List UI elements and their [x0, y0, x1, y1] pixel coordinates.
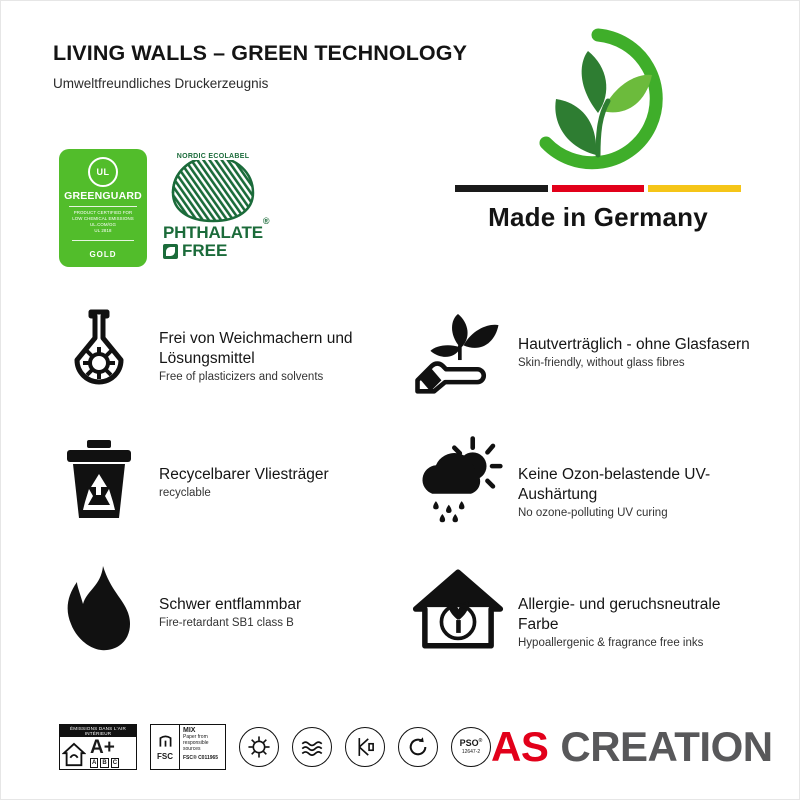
phthalate-label	[163, 216, 270, 243]
ul-mark-icon	[88, 157, 118, 187]
divider	[69, 206, 137, 207]
feature-label-en: No ozone-polluting UV curing	[518, 507, 668, 519]
emissions-grade: A+	[90, 737, 115, 758]
recycle-bin-icon	[53, 431, 145, 527]
indoor-air-emissions-label-icon	[59, 724, 137, 770]
greenguard-line1: PRODUCT CERTIFIED FOR	[73, 210, 133, 215]
greenguard-badge	[59, 149, 147, 267]
feature-item	[53, 561, 394, 691]
pso-label: PSO	[459, 738, 479, 748]
feature-item	[412, 301, 753, 431]
feature-label-en: Hypoallergenic & fragrance free inks	[518, 637, 704, 649]
flag-stripe-gold	[648, 185, 741, 192]
phthalate-free-badge	[161, 149, 269, 261]
greenguard-title: GREENGUARD	[64, 190, 142, 202]
flask-icon	[53, 301, 145, 397]
fsc-mark	[151, 725, 180, 769]
scale-b: B	[102, 760, 107, 766]
house-emission-icon	[60, 737, 88, 773]
feature-label-en: Fire-retardant SB1 class B	[159, 617, 294, 629]
nordic-ecolabel-icon	[165, 151, 261, 229]
fsc-mix: MIX	[183, 727, 196, 734]
feature-label-de: Allergie- und geruchsneutrale Farbe	[518, 596, 721, 633]
page-subtitle: Umweltfreundliches Druckerzeugnis	[53, 76, 269, 91]
feature-label-de: Hautverträglich - ohne Glasfasern	[518, 336, 750, 353]
fsc-code: FSC® C011965	[183, 755, 219, 761]
feature-grid	[53, 301, 753, 691]
made-in-germany-label: Made in Germany	[488, 202, 708, 232]
rotate-icon	[398, 727, 438, 767]
as-creation-logo	[491, 723, 773, 771]
phthalate-word: PHTHALATE	[163, 223, 263, 242]
green-leaf-logo-icon	[512, 27, 684, 177]
registered-mark: ®	[262, 216, 270, 227]
feature-item	[53, 301, 394, 431]
house-leaf-icon	[412, 561, 504, 657]
sun-cloud-rain-icon	[412, 431, 504, 527]
leaf-box-icon	[163, 244, 178, 259]
greenguard-level: GOLD	[89, 250, 117, 259]
feature-item	[53, 431, 394, 561]
divider	[72, 240, 134, 241]
flag-stripe-black	[455, 185, 548, 192]
scale-a: A	[92, 760, 97, 766]
greenguard-line4: UL 2818	[94, 228, 112, 233]
pso-icon	[451, 727, 491, 767]
fsc-text: FSC	[157, 752, 173, 761]
pso-registered: ®	[478, 738, 483, 744]
flame-icon	[53, 561, 145, 657]
emissions-scale	[88, 758, 136, 768]
gear-icon	[239, 727, 279, 767]
scale-c: C	[112, 760, 118, 766]
certification-badges	[59, 149, 269, 267]
pso-standard: 12647-2	[461, 749, 481, 755]
brand-as: AS	[491, 723, 549, 770]
brand-creation: CREATION	[560, 723, 773, 770]
hand-plant-icon	[412, 301, 504, 397]
header	[53, 41, 483, 91]
feature-label-de: Frei von Weichmachern und Lösungsmittel	[159, 330, 353, 367]
free-word: FREE	[182, 241, 228, 260]
emissions-caption: ÉMISSIONS DANS L'AIR INTÉRIEUR	[60, 725, 136, 737]
german-flag	[455, 185, 741, 192]
made-in-germany-block	[453, 27, 743, 233]
greenguard-line3: UL.COM/GG	[89, 222, 117, 227]
feature-label-de: Schwer entflammbar	[159, 596, 302, 613]
fsc-label-icon	[150, 724, 226, 770]
nordic-ecolabel-label: NORDIC ECOLABEL	[165, 153, 261, 160]
footer	[59, 723, 773, 771]
ul-mark-label: UL	[96, 167, 110, 177]
feature-label-en: Skin-friendly, without glass fibres	[518, 357, 685, 369]
page-title: LIVING WALLS – GREEN TECHNOLOGY	[53, 41, 468, 65]
feature-label-en: recyclable	[159, 487, 211, 499]
fsc-line2: responsible sources	[183, 740, 209, 752]
feature-item	[412, 431, 753, 561]
feature-label-de: Recycelbarer Vliesträger	[159, 466, 329, 483]
flag-stripe-red	[552, 185, 645, 192]
waves-icon	[292, 727, 332, 767]
feature-label-en: Free of plasticizers and solvents	[159, 371, 324, 383]
fsc-line1: Paper from	[183, 734, 208, 740]
phthalate-free-label	[163, 241, 269, 261]
footer-icon-row	[59, 724, 491, 770]
greenguard-line2: LOW CHEMICAL EMISSIONS	[72, 216, 134, 221]
brush-icon	[345, 727, 385, 767]
feature-label-de: Keine Ozon-belastende UV-Aushärtung	[518, 466, 711, 503]
feature-item	[412, 561, 753, 691]
